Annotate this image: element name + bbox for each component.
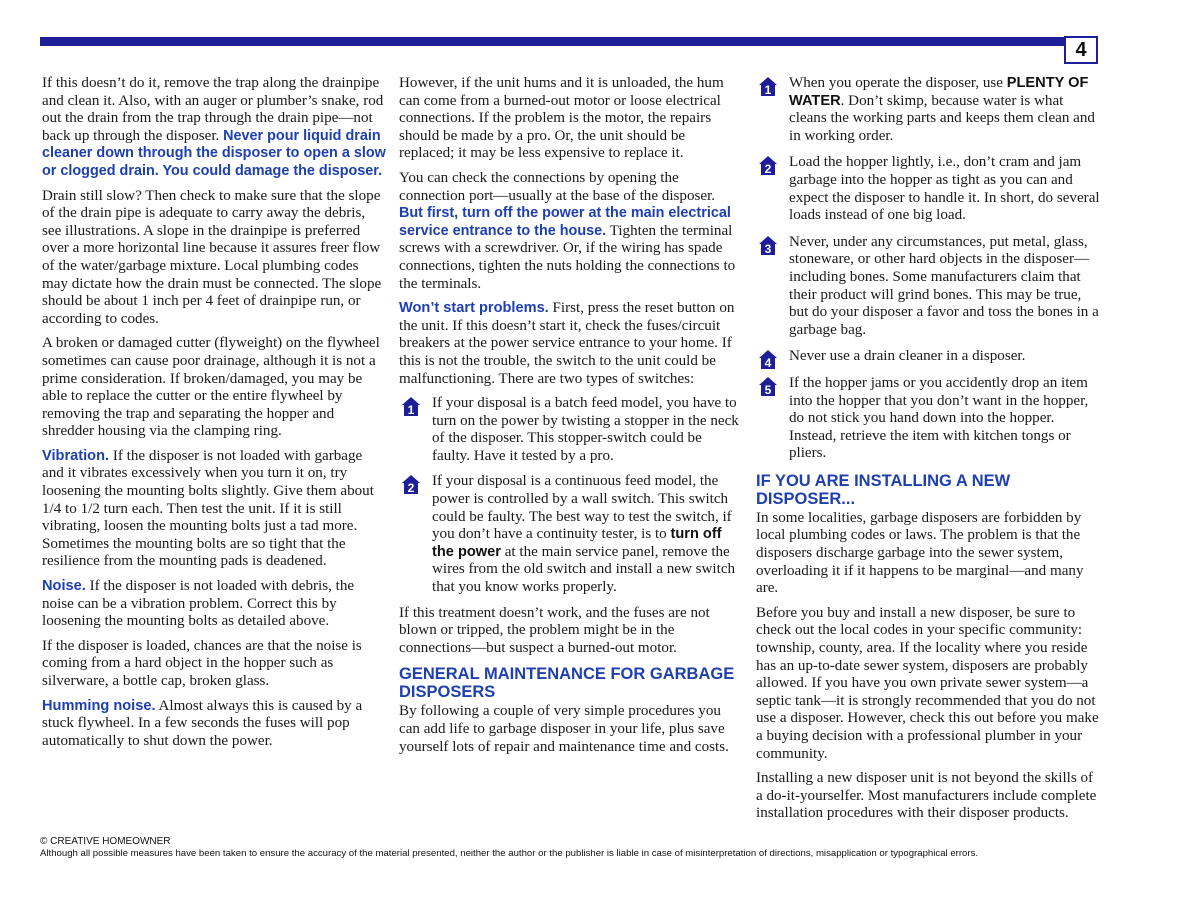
svg-text:5: 5 xyxy=(764,382,772,396)
section-lead: Vibration. xyxy=(42,447,110,464)
column-3 xyxy=(756,75,1100,830)
disclaimer: Although all possible measures have been taken to ensure the accuracy of the material presented, neither the author or the publisher is liable in case of misinterpretation of directions, misapplication or typographical errors. xyxy=(40,848,979,859)
paragraph: If this doesn’t do it, remove the trap along the drainpipe and clean it. Also, with an auger or plumber’s snake, rod out the drain from the trap through the drain pipe—not back up through the disposer. Never pour liquid drain cleaner down through the disposer to open a slow or clogged drain. You could damage the disposer. xyxy=(42,75,386,179)
number-house-icon xyxy=(759,156,777,175)
svg-text:4: 4 xyxy=(764,356,772,370)
paragraph: However, if the unit hums and it is unloaded, the hum can come from a burned-out motor or loose electrical connections. If the problem is the motor, the repairs should be made by a pro. Or, the unit should be replaced; it may be less expensive to replace it. xyxy=(399,75,724,162)
paragraph: Noise. If the disposer is not loaded with debris, the noise can be a vibration problem. Correct this by loosening the mounting bolts as detailed above. xyxy=(42,578,355,630)
paragraph: Installing a new disposer unit is not beyond the skills of a do-it-yourselfer. Most manufacturers include complete installation procedures with their disposer products. xyxy=(756,770,1097,822)
warning-text: Never pour liquid drain cleaner down through the disposer to open a slow or clogged drain. You could damage the disposer. xyxy=(42,127,386,179)
number-house-icon xyxy=(402,475,420,494)
svg-text:1: 1 xyxy=(407,403,415,417)
paragraph: If the disposer is loaded, chances are that the noise is coming from a hard object in the hopper such as silverware, a bottle cap, broken glass. xyxy=(42,637,362,689)
list-item: 4 Never use a drain cleaner in a disposer. xyxy=(756,348,1100,366)
column-2 xyxy=(399,75,741,763)
paragraph: If this treatment doesn’t work, and the fuses are not blown or tripped, the problem might be in the connections—but suspect a burned-out motor. xyxy=(399,604,710,656)
footer xyxy=(40,836,978,860)
svg-text:1: 1 xyxy=(764,83,772,96)
paragraph: Won’t start problems. First, press the reset button on the unit. If this doesn’t start it, check the fuses/circuit breakers at the power service entrance to your home. If this is not the trouble, the switch to the unit could be malfunctioning. There are two types of switches: xyxy=(399,300,735,387)
list-item: 2 Load the hopper lightly, i.e., don’t cram and jam garbage into the hopper as tight as you can and expect the disposer to handle it. In short, do several loads instead of one big load. xyxy=(756,154,1100,224)
paragraph: Drain still slow? Then check to make sure that the slope of the drain pipe is adequate to carry away the debris, see illustrations. A slope in the drainpipe is preferred over a more horizontal line because it assures freer flow of the water/garbage mixture. Local plumbing codes may dictate how the drain must be connected. The slope should be about 1 inch per 4 feet of drainpipe run, or according to codes. xyxy=(42,187,382,327)
section-heading: IF YOU ARE INSTALLING A NEW DISPOSER... xyxy=(756,471,1011,508)
number-house-icon xyxy=(759,236,777,255)
column-1 xyxy=(42,75,386,757)
paragraph: In some localities, garbage disposers are forbidden by local plumbing codes or laws. The problem is that the disposers discharge garbage into the sewer system, overloading it if it happens to be marginal—and many are. xyxy=(756,509,1084,597)
svg-text:3: 3 xyxy=(764,241,772,255)
number-house-icon xyxy=(759,77,777,96)
section-lead: Humming noise. xyxy=(42,697,156,714)
list-item: 5 If the hopper jams or you accidently drop an item into the hopper that you don’t want in the hopper, do not stick you hand down into the hopper. Instead, retrieve the item with kitchen tongs or pliers. xyxy=(756,375,1100,463)
warning-text: But first, turn off the power at the main electrical service entrance to the house. xyxy=(399,205,731,239)
list-item: 1 If your disposal is a batch feed model, you have to turn on the power by twisting a stopper in the neck of the disposer. This stopper-switch could be faulty. Have it tested by a pro. xyxy=(399,395,741,465)
number-house-icon xyxy=(402,397,420,416)
paragraph: Before you buy and install a new disposer, be sure to check out the local codes in your specific community: township, county, area. If the locality where you reside has an up-to-date sewer system, disposers are probably allowed. If you have you own private sewer system—a septic tank—it is strongly recommended that you do not use a disposer. However, check this out before you make a buying decision with a professional plumber in your community. xyxy=(756,604,1099,762)
svg-text:2: 2 xyxy=(764,162,772,176)
list-item: 3 Never, under any circumstances, put metal, glass, stoneware, or other hard objects in the disposer—including bones. Some manufacturers claim that their product will grind bones. This may be true, but do your disposer a favor and toss the bones in a garbage bag. xyxy=(756,234,1100,340)
paragraph: A broken or damaged cutter (flyweight) on the flywheel sometimes can cause poor drainage, although it is not a prime consideration. If broken/damaged, you may be able to replace the cutter or the entire flywheel by removing the trap and separating the hopper and shredder housing via the clamping ring. xyxy=(42,335,380,440)
copyright: © CREATIVE HOMEOWNER xyxy=(40,836,171,847)
number-house-icon xyxy=(759,350,777,369)
page-number: 4 xyxy=(1064,36,1098,64)
paragraph: Vibration. If the disposer is not loaded with garbage and it vibrates excessively when you turn it on, try loosening the mounting bolts slightly. Give them about 1/4 to 1/2 turn each. Then test the unit. If it is still vibrating, loosen the mounting bolts just a tad more. Sometimes the mounting bolts are so tight that the resilience from the mounting pads is deadened. xyxy=(42,447,374,570)
paragraph: By following a couple of very simple procedures you can add life to garbage disposer in your life, plus save yourself lots of repair and maintenance time and costs. xyxy=(399,703,729,755)
svg-text:2: 2 xyxy=(407,481,415,495)
list-item: 1 When you operate the disposer, use PLENTY OF WATER. Don’t skimp, because water is what cleans the working parts and keeps them clean and in working order. xyxy=(756,75,1100,145)
emphasis: PLENTY OF WATER xyxy=(789,75,1089,109)
number-house-icon xyxy=(759,377,777,396)
list-item: 2 If your disposal is a continuous feed model, the power is controlled by a wall switch. This switch could be faulty. The best way to test the switch, if you don’t have a continuity tester, is to turn off the power at the main service panel, remove the wires from the old switch and install a new switch that you know works properly. xyxy=(399,473,741,596)
section-heading: GENERAL MAINTENANCE FOR GARBAGE DISPOSERS xyxy=(399,665,735,702)
paragraph: Humming noise. Almost always this is caused by a stuck flywheel. In a few seconds the fuses will pop automatically to shut down the power. xyxy=(42,697,363,749)
paragraph: You can check the connections by opening the connection port—usually at the base of the disposer. But first, turn off the power at the main electrical service entrance to the house. Tighten the terminal screws with a screwdriver. Or, if the wiring has spade connections, tighten the nuts holding the connections to the terminals. xyxy=(399,169,736,292)
section-lead: Won’t start problems. xyxy=(399,300,549,317)
section-lead: Noise. xyxy=(42,578,86,595)
emphasis: turn off the power xyxy=(432,526,722,560)
header-bar xyxy=(40,37,1072,46)
